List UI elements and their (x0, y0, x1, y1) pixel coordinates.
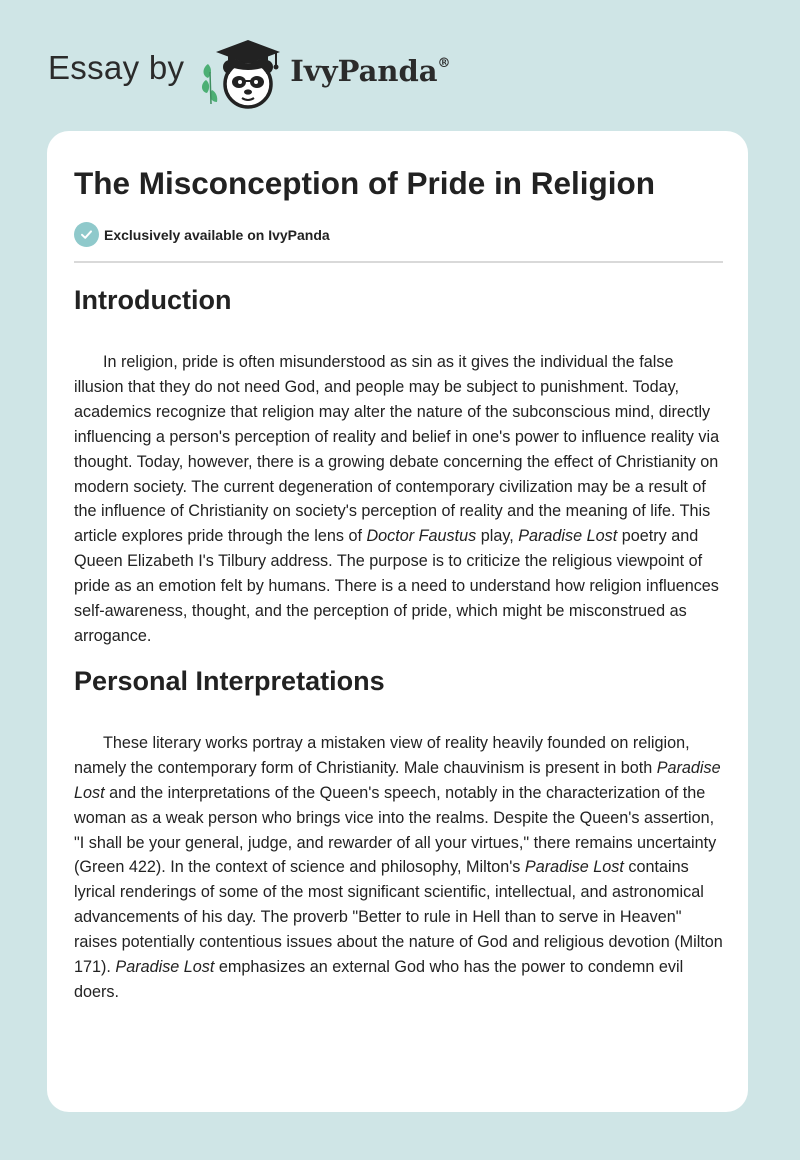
work-title: Paradise Lost (74, 758, 721, 802)
brand-name: IvyPanda® (290, 54, 451, 88)
paragraph-personal-interpretations: These literary works portray a mistaken view of reality heavily founded on religion, namely the contemporary form of Christianity. Male chauvinism is present in both Paradise Lost and the interpretations of the Queen's speech, notably in the characterization of the woman as a weak person who brings vice into the realms. Despite the Queen's assertion, "I shall be your general, judge, and rewarder of all your virtues," there remains uncertainty (Green 422). In the context of science and philosophy, Milton's Paradise Lost contains lyrical renderings of some of the most significant scientific, intellectual, and astronomical advancements of his day. The proverb "Better to rule in Hell than to serve in Heaven" raises potentially contentious issues about the nature of God and religious devotion (Milton 171). Paradise Lost emphasizes an external God who has the power to condemn evil doers. (74, 733, 723, 1001)
page-title: The Misconception of Pride in Religion (74, 165, 656, 201)
exclusive-badge (74, 222, 330, 247)
panda-graduation-cap-logo-icon (198, 34, 284, 110)
divider (74, 261, 723, 263)
paragraph-introduction: In religion, pride is often misunderstood as sin as it gives the individual the false illusion that they do not need God, and people may be subject to punishment. Today, academics recognize that religion may alter the nature of the subconscious mind, directly influencing a person's perception of reality and belief in one's power to influence reality via thought. Today, however, there is a growing debate concerning the effect of Christianity on modern society. The current degeneration of contemporary civilization may be a result of the influence of Christianity on society's perception of reality and the meaning of life. This article explores pride through the lens of Doctor Faustus play, Paradise Lost poetry and Queen Elizabeth I's Tilbury address. The purpose is to criticize the religious viewpoint of pride as an emotion felt by humans. There is a need to understand how religion influences self-awareness, thought, and the perception of pride, which might be misconstrued as arrogance. (74, 353, 720, 645)
work-title: Paradise Lost (115, 958, 215, 977)
article-body (74, 281, 724, 1005)
check-icon (74, 222, 99, 247)
ivypanda-logo[interactable] (198, 34, 450, 110)
work-title: Doctor Faustus (366, 527, 477, 546)
site-header (48, 34, 451, 110)
article-card (47, 131, 748, 1112)
section-heading-personal-interpretations: Personal Interpretations (74, 665, 385, 696)
section-heading-introduction: Introduction (74, 285, 232, 315)
work-title: Paradise Lost (524, 858, 624, 877)
ivy-leaf-icon (202, 64, 217, 104)
essay-by-label: Essay by (48, 49, 185, 86)
exclusive-badge-label: Exclusively available on IvyPanda (104, 226, 330, 243)
work-title: Paradise Lost (518, 527, 618, 546)
